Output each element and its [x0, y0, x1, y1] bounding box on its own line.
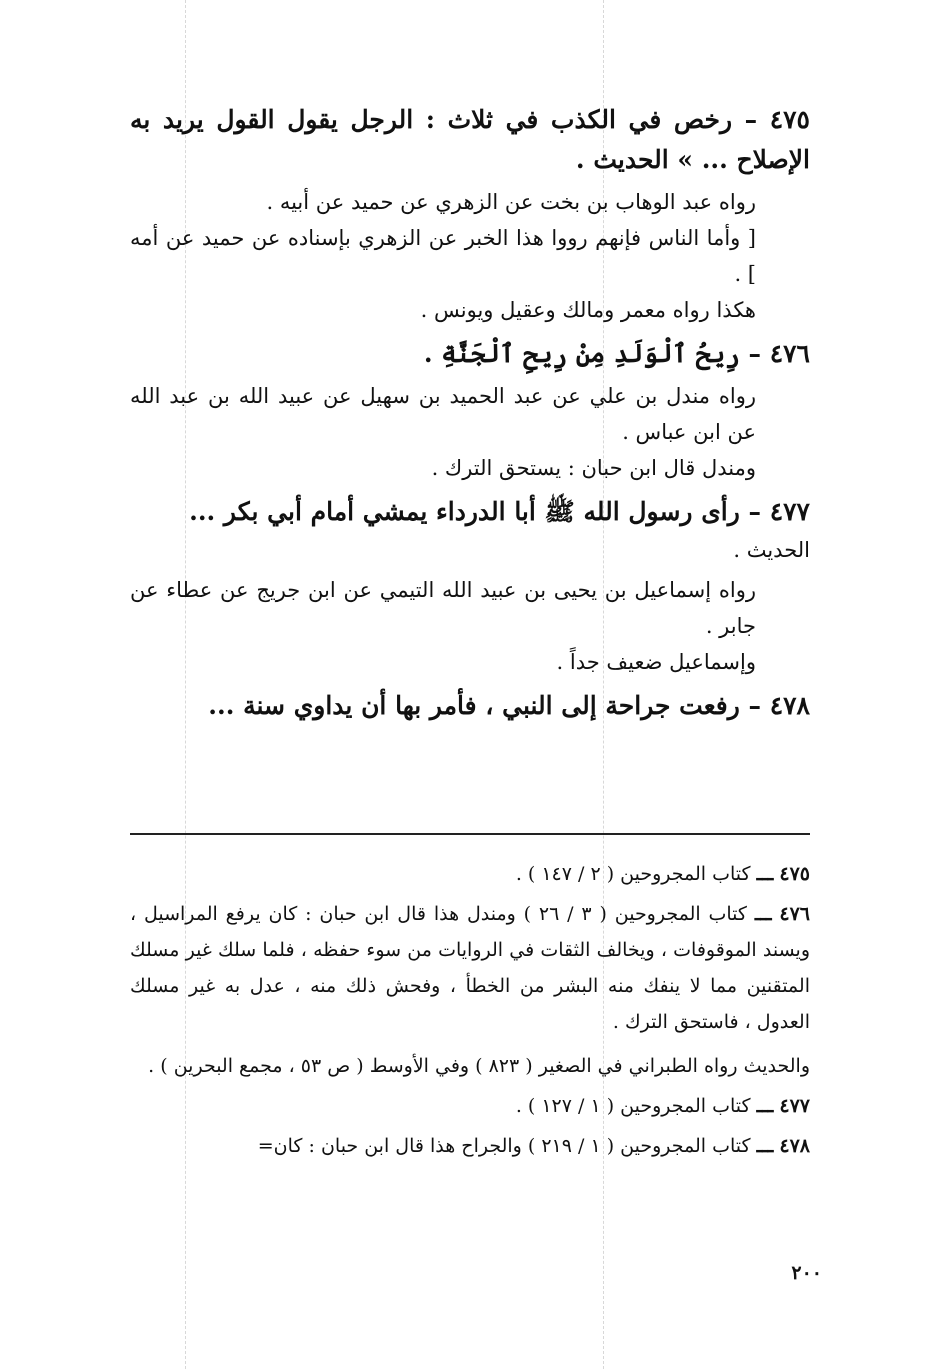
paragraph: [ وأما الناس فإنهم رووا هذا الخبر عن الزهري بإسناده عن حميد عن أمه ] . [130, 226, 756, 286]
footnote-number: ٤٧٦ [779, 903, 811, 925]
paragraph: ومندل قال ابن حبان : يستحق الترك . [431, 456, 756, 480]
footnote-separator [130, 833, 810, 835]
footnote-text: كتاب المجروحين ( ٣ / ٢٦ ) ومندل هذا قال ابن حبان : كان يرفع المراسيل ، ويسند الموقوفات ، ويخالف الثقات في الروايات من سوء حفظه ، فلما سلك غير مسلك المتقنين مما لا ينفك منه البشر من الخطأ ، وفحش ذلك منه ، عدل به غير مسلك العدول ، فاستحق الترك . [130, 903, 810, 1033]
footnotes [130, 856, 810, 1168]
entry-title-478: ٤٧٨ – رفعت جراحة إلى النبي ، فأمر بها أن يداوي سنة ... [208, 691, 810, 720]
footnote-477 [130, 1088, 810, 1124]
entry-title-tail: الحديث . [733, 538, 810, 562]
footnote-number: ٤٧٨ [779, 1135, 810, 1157]
entry-title-477: ٤٧٧ – رأى رسول الله ﷺ أبا الدرداء يمشي أمام أبي بكر ... [189, 497, 810, 526]
footnote-text: كتاب المجروحين ( ١ / ٢١٩ ) والجراح هذا قال ابن حبان : كان= [257, 1135, 751, 1157]
footnote-476-continuation [130, 1048, 810, 1084]
paragraph: هكذا رواه معمر ومالك وعقيل ويونس . [420, 298, 756, 322]
footnote-dash: ـــ [754, 903, 772, 925]
entry-body-477 [130, 572, 810, 680]
page-number: ٢٠٠ [791, 1262, 822, 1284]
footnote-number: ٤٧٥ [779, 863, 810, 885]
paragraph: رواه مندل بن علي عن عبد الحميد بن سهيل عن عبيد الله بن عبد الله عن ابن عباس . [130, 384, 756, 444]
footnote-478 [130, 1128, 810, 1164]
footnote-dash: ـــ [756, 1095, 774, 1117]
footnote-number: ٤٧٧ [779, 1095, 810, 1117]
footnote-475 [130, 856, 810, 892]
footnote-dash: ـــ [756, 1135, 774, 1157]
footnote-text: كتاب المجروحين ( ٢ / ١٤٧ ) . [515, 863, 751, 885]
paragraph: وإسماعيل ضعيف جداً . [556, 650, 756, 674]
paragraph: رواه إسماعيل بن يحيى بن عبيد الله التيمي عن ابن جريج عن عطاء عن جابر . [130, 578, 756, 638]
entry-title-475: ٤٧٥ – رخص في الكذب في ثلاث : الرجل يقول القول يريد به الإصلاح ... » الحديث . [130, 105, 810, 174]
entry-body-475 [130, 184, 810, 328]
footnote-text: كتاب المجروحين ( ١ / ١٢٧ ) . [515, 1095, 751, 1117]
main-text [130, 100, 810, 726]
paragraph: رواه عبد الوهاب بن بخت عن الزهري عن حميد عن أبيه . [266, 190, 756, 214]
entry-title-476: ٤٧٦ – رِيحُ ٱلْوَلَدِ مِنْ رِيحِ ٱلْجَنَّةِ . [423, 339, 810, 368]
footnote-text: والحديث رواه الطبراني في الصغير ( ٨٢٣ ) وفي الأوسط ( ص ٥٣ ، مجمع البحرين ) . [148, 1055, 810, 1077]
footnote-dash: ـــ [756, 863, 774, 885]
footnote-476 [130, 896, 810, 1040]
entry-body-476 [130, 378, 810, 486]
